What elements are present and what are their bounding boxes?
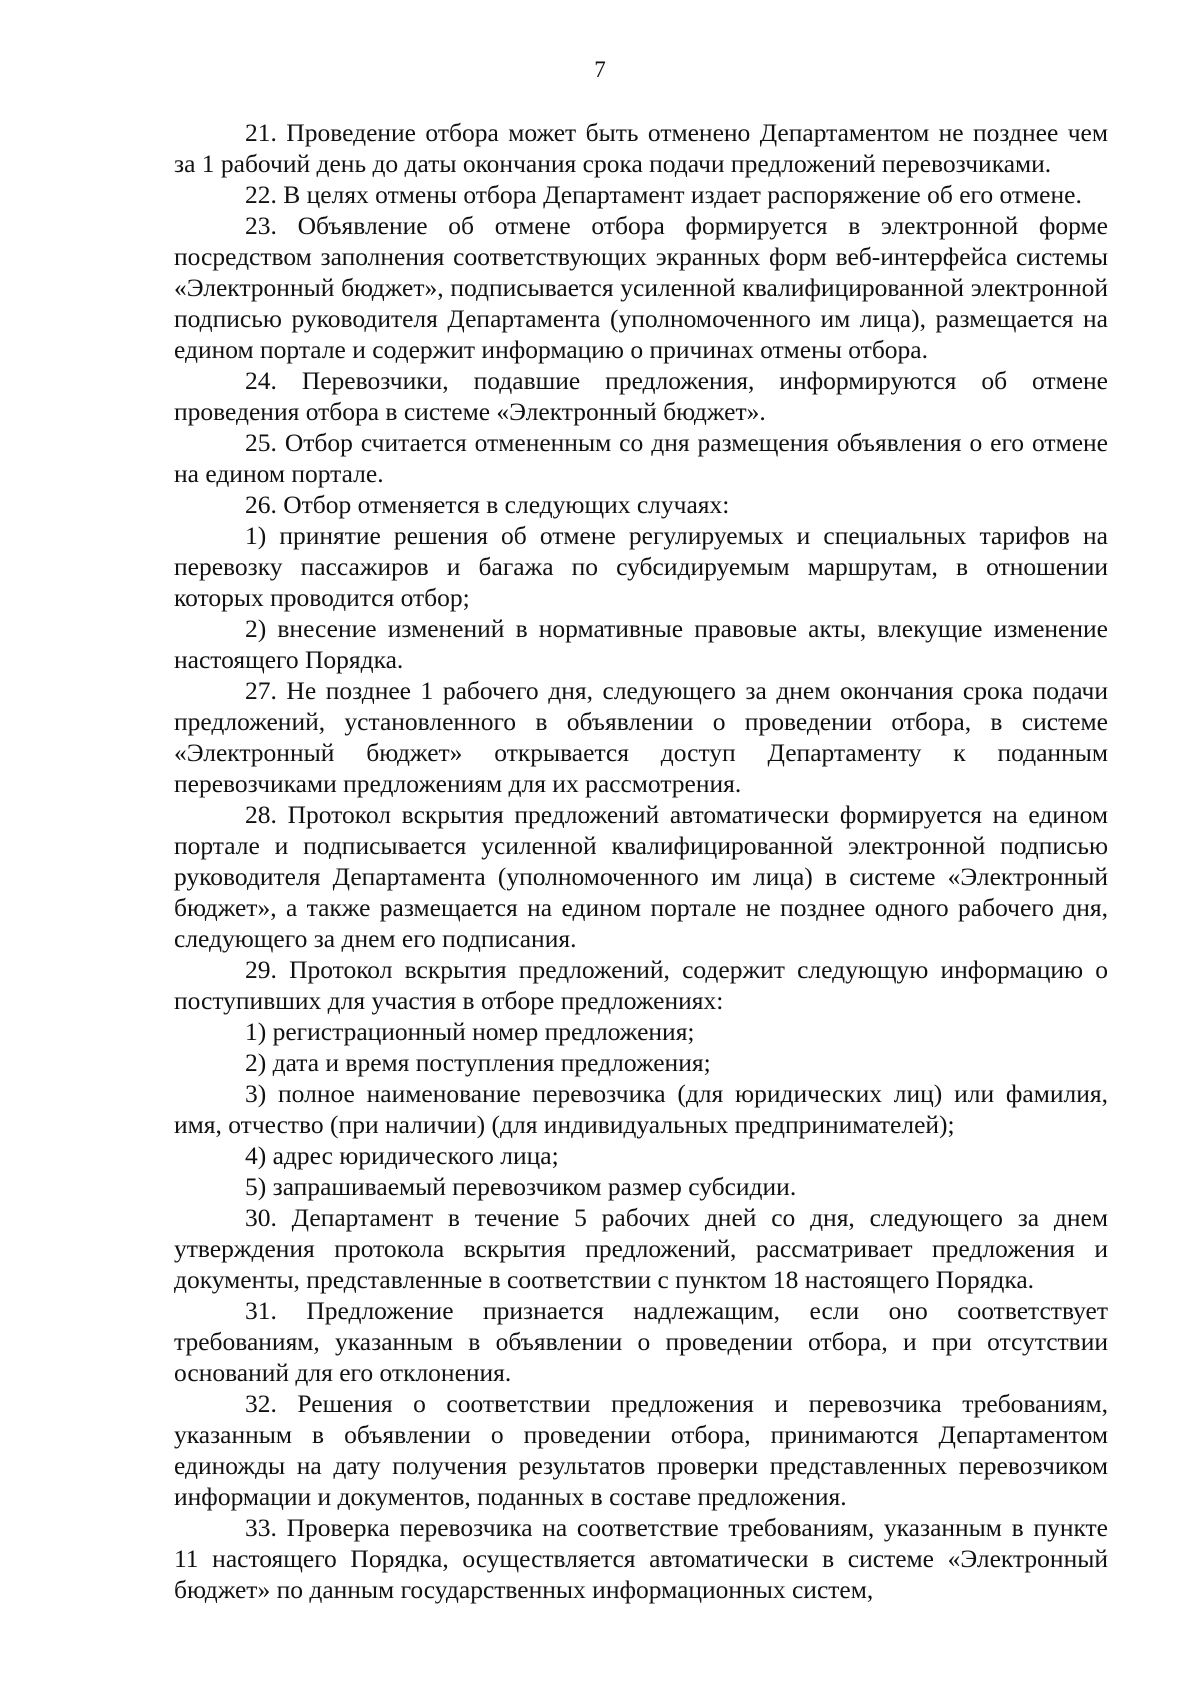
paragraph-21: 21. Проведение отбора может быть отменено Департаментом не позднее чем за 1 рабочий день до даты окончания срока подачи предложений перевозчиками. — [174, 118, 1108, 178]
paragraph-26: 26. Отбор отменяется в следующих случаях: — [245, 490, 730, 519]
paragraph-29-item-5: 5) запрашиваемый перевозчиком размер субсидии. — [245, 1172, 797, 1201]
paragraph-32: 32. Решения о соответствии предложения и перевозчика требованиям, указанным в объявлении о проведении отбора, принимаются Департаментом единожды на дату получения результатов проверки представленных перевозчиком информации и документов, поданных в составе предложения. — [174, 1389, 1108, 1511]
paragraph-30: 30. Департамент в течение 5 рабочих дней со дня, следующего за днем утверждения протокола вскрытия предложений, рассматривает предложения и документы, представленные в соответствии с пунктом 18 настоящего Порядка. — [174, 1203, 1108, 1294]
paragraph-29-item-3: 3) полное наименование перевозчика (для юридических лиц) или фамилия, имя, отчество (при наличии) (для индивидуальных предпринимателей); — [174, 1079, 1108, 1139]
paragraph-29: 29. Протокол вскрытия предложений, содержит следующую информацию о поступивших для участия в отборе предложениях: — [174, 955, 1108, 1015]
paragraph-23: 23. Объявление об отмене отбора формируется в электронной форме посредством заполнения соответствующих экранных форм веб-интерфейса системы «Электронный бюджет», подписывается усиленной квалифицированной электронной подписью руководителя Департамента (уполномоченного им лица), размещается на едином портале и содержит информацию о причинах отмены отбора. — [174, 211, 1108, 364]
document-body — [174, 117, 1108, 1605]
paragraph-29-item-1: 1) регистрационный номер предложения; — [245, 1017, 695, 1046]
paragraph-26-item-1: 1) принятие решения об отмене регулируемых и специальных тарифов на перевозку пассажиров и багажа по субсидируемым маршрутам, в отношении которых проводится отбор; — [174, 521, 1108, 612]
paragraph-31: 31. Предложение признается надлежащим, если оно соответствует требованиям, указанным в объявлении о проведении отбора, и при отсутствии оснований для его отклонения. — [174, 1296, 1108, 1387]
paragraph-28: 28. Протокол вскрытия предложений автоматически формируется на едином портале и подписывается усиленной квалифицированной электронной подписью руководителя Департамента (уполномоченного им лица) в системе «Электронный бюджет», а также размещается на едином портале не позднее одного рабочего дня, следующего за днем его подписания. — [174, 800, 1108, 953]
paragraph-24: 24. Перевозчики, подавшие предложения, информируются об отмене проведения отбора в системе «Электронный бюджет». — [174, 366, 1108, 426]
paragraph-33: 33. Проверка перевозчика на соответствие требованиям, указанным в пункте 11 настоящего Порядка, осуществляется автоматически в системе «Электронный бюджет» по данным государственных информационных систем, — [174, 1513, 1108, 1604]
paragraph-29-item-2: 2) дата и время поступления предложения; — [245, 1048, 711, 1077]
paragraph-25: 25. Отбор считается отмененным со дня размещения объявления о его отмене на едином портале. — [174, 428, 1108, 488]
paragraph-22: 22. В целях отмены отбора Департамент издает распоряжение об его отмене. — [245, 180, 1082, 209]
paragraph-29-item-4: 4) адрес юридического лица; — [245, 1141, 559, 1170]
paragraph-27: 27. Не позднее 1 рабочего дня, следующего за днем окончания срока подачи предложений, установленного в объявлении о проведении отбора, в системе «Электронный бюджет» открывается доступ Департаменту к поданным перевозчиками предложениям для их рассмотрения. — [174, 676, 1108, 798]
page-number: 7 — [594, 57, 606, 82]
paragraph-26-item-2: 2) внесение изменений в нормативные правовые акты, влекущие изменение настоящего Порядка. — [174, 614, 1108, 674]
